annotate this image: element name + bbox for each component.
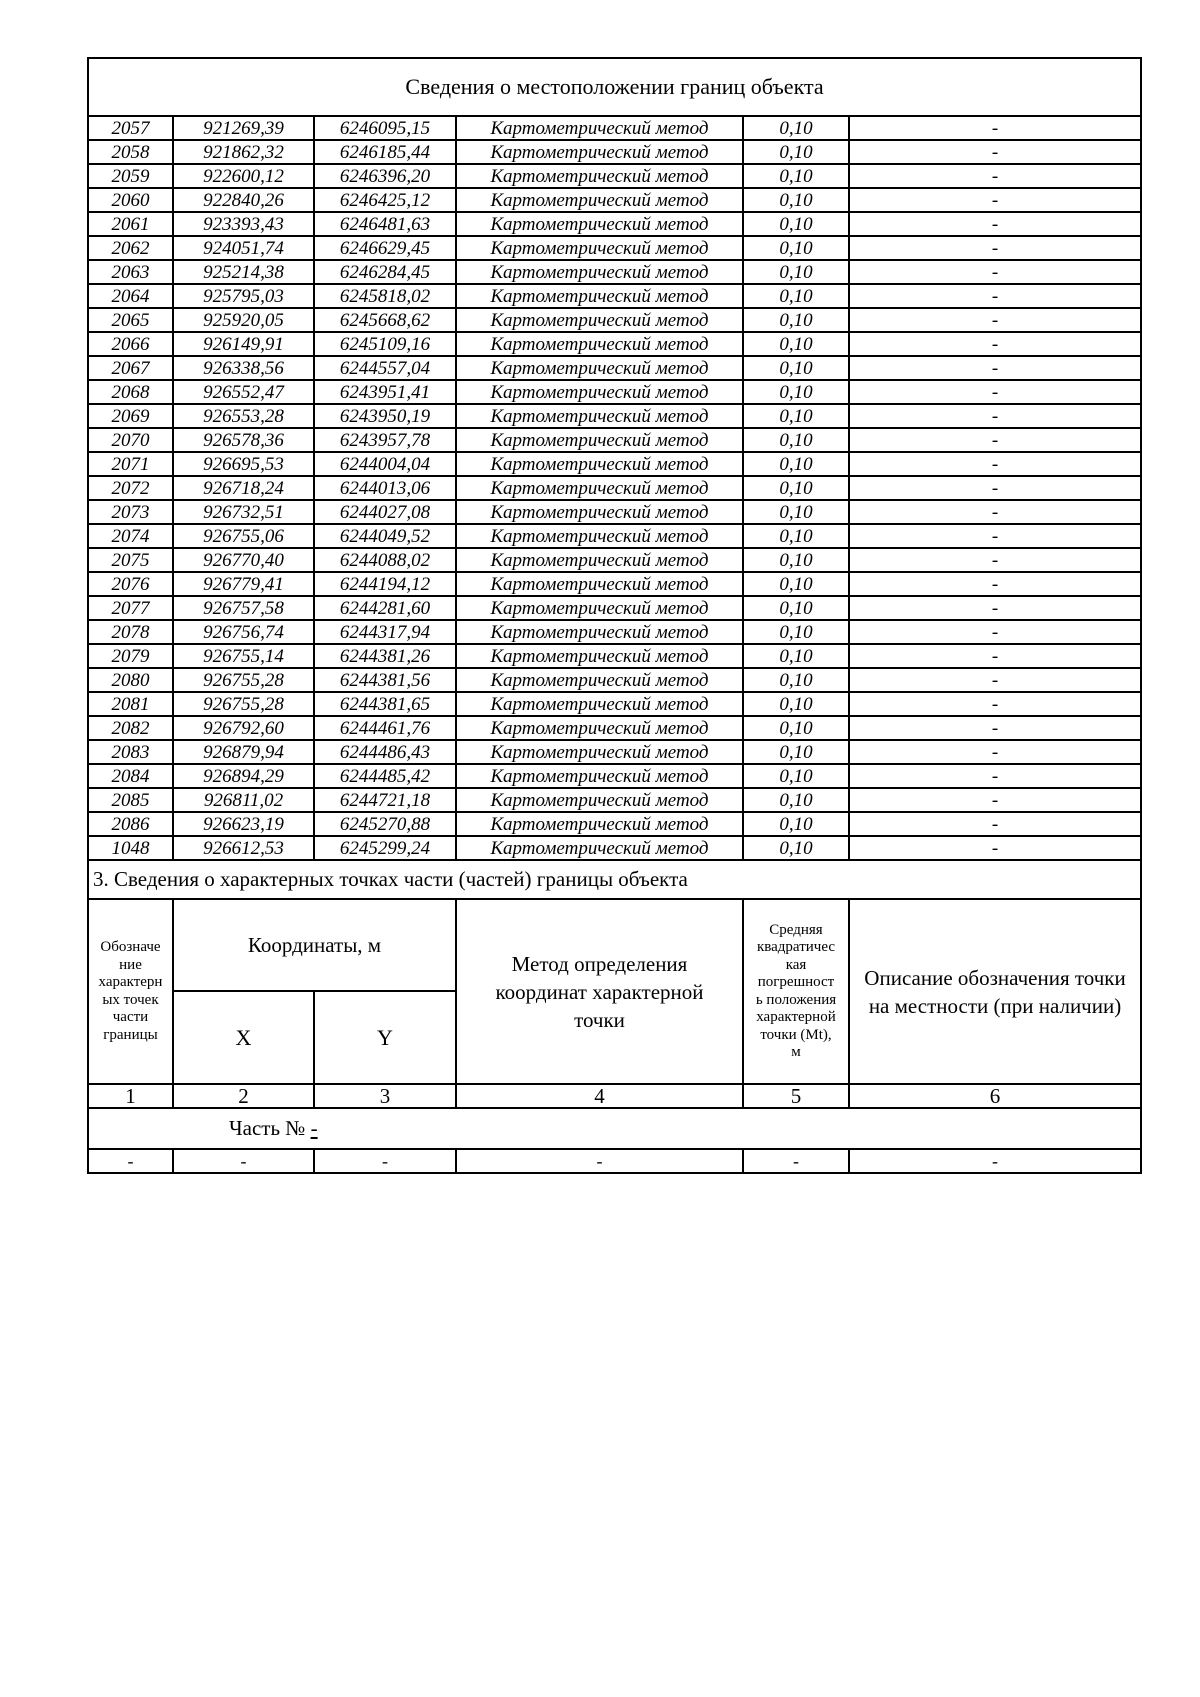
table-row <box>88 692 1141 716</box>
x-coordinate-cell: 926553,28 <box>173 404 314 428</box>
description-cell: - <box>849 260 1141 284</box>
table-row <box>88 548 1141 572</box>
x-coordinate-cell: 926756,74 <box>173 620 314 644</box>
y-coordinate-cell: 6244088,02 <box>314 548 456 572</box>
table-row <box>88 836 1141 860</box>
header-method <box>456 899 743 1084</box>
column-number: 3 <box>314 1084 456 1108</box>
description-cell: - <box>849 212 1141 236</box>
method-cell: Картометрический метод <box>456 452 743 476</box>
x-coordinate-cell: 925795,03 <box>173 284 314 308</box>
header-designation-line: границы <box>103 1026 158 1043</box>
empty-cell: - <box>88 1149 173 1173</box>
header-mt-line: кая <box>785 956 807 973</box>
description-cell: - <box>849 812 1141 836</box>
header-designation-line: характерн <box>98 974 163 990</box>
point-number-cell: 2086 <box>88 812 173 836</box>
description-cell: - <box>849 284 1141 308</box>
table-row <box>88 668 1141 692</box>
x-coordinate-cell: 926552,47 <box>173 380 314 404</box>
mt-cell: 0,10 <box>743 212 849 236</box>
header-description <box>849 899 1141 1084</box>
table-row <box>88 500 1141 524</box>
x-coordinate-cell: 922840,26 <box>173 188 314 212</box>
x-coordinate-cell: 926755,28 <box>173 668 314 692</box>
section3-title-row <box>88 860 1141 899</box>
point-number-cell: 2063 <box>88 260 173 284</box>
description-cell: - <box>849 764 1141 788</box>
y-coordinate-cell: 6244485,42 <box>314 764 456 788</box>
method-cell: Картометрический метод <box>456 212 743 236</box>
method-cell: Картометрический метод <box>456 116 743 140</box>
mt-cell: 0,10 <box>743 284 849 308</box>
point-number-cell: 2068 <box>88 380 173 404</box>
y-coordinate-cell: 6244381,56 <box>314 668 456 692</box>
x-coordinate-cell: 926757,58 <box>173 596 314 620</box>
y-coordinate-cell: 6243951,41 <box>314 380 456 404</box>
point-number-cell: 2079 <box>88 644 173 668</box>
y-coordinate-cell: 6244461,76 <box>314 716 456 740</box>
boundary-table <box>87 57 1142 1174</box>
description-cell: - <box>849 596 1141 620</box>
x-coordinate-cell: 923393,43 <box>173 212 314 236</box>
method-cell: Картометрический метод <box>456 404 743 428</box>
column-number: 1 <box>88 1084 173 1108</box>
point-number-cell: 2084 <box>88 764 173 788</box>
x-coordinate-cell: 926732,51 <box>173 500 314 524</box>
mt-cell: 0,10 <box>743 500 849 524</box>
table-title: Сведения о местоположении границ объекта <box>88 58 1141 116</box>
part-label: Часть № <box>229 1116 306 1140</box>
method-cell: Картометрический метод <box>456 500 743 524</box>
mt-cell: 0,10 <box>743 164 849 188</box>
x-coordinate-cell: 926623,19 <box>173 812 314 836</box>
point-number-cell: 2057 <box>88 116 173 140</box>
method-cell: Картометрический метод <box>456 716 743 740</box>
table-row <box>88 764 1141 788</box>
x-coordinate-cell: 921269,39 <box>173 116 314 140</box>
point-number-cell: 2058 <box>88 140 173 164</box>
point-number-cell: 2067 <box>88 356 173 380</box>
table-row <box>88 260 1141 284</box>
header-method-line: Метод определения <box>511 951 688 976</box>
method-cell: Картометрический метод <box>456 644 743 668</box>
table-row <box>88 788 1141 812</box>
mt-cell: 0,10 <box>743 404 849 428</box>
y-coordinate-cell: 6246396,20 <box>314 164 456 188</box>
header-designation-line: Обозначе <box>100 939 161 955</box>
y-coordinate-cell: 6246629,45 <box>314 236 456 260</box>
description-cell: - <box>849 788 1141 812</box>
point-number-cell: 2077 <box>88 596 173 620</box>
header-mt-line: Средняя <box>769 921 823 938</box>
mt-cell: 0,10 <box>743 692 849 716</box>
section3-title: 3. Сведения о характерных точках части (частей) границы объекта <box>88 860 1141 899</box>
y-coordinate-cell: 6244486,43 <box>314 740 456 764</box>
description-cell: - <box>849 476 1141 500</box>
part-number: - <box>310 1116 318 1140</box>
mt-cell: 0,10 <box>743 524 849 548</box>
part-cell <box>88 1108 1141 1149</box>
mt-cell: 0,10 <box>743 380 849 404</box>
mt-cell: 0,10 <box>743 476 849 500</box>
empty-cell: - <box>173 1149 314 1173</box>
method-cell: Картометрический метод <box>456 164 743 188</box>
x-coordinate-cell: 926879,94 <box>173 740 314 764</box>
point-number-cell: 2059 <box>88 164 173 188</box>
empty-cell: - <box>314 1149 456 1173</box>
x-coordinate-cell: 926718,24 <box>173 476 314 500</box>
method-cell: Картометрический метод <box>456 476 743 500</box>
description-cell: - <box>849 332 1141 356</box>
y-coordinate-cell: 6244381,65 <box>314 692 456 716</box>
x-coordinate-cell: 926755,06 <box>173 524 314 548</box>
x-coordinate-cell: 926149,91 <box>173 332 314 356</box>
x-coordinate-cell: 926695,53 <box>173 452 314 476</box>
column-number: 5 <box>743 1084 849 1108</box>
table-row <box>88 116 1141 140</box>
y-coordinate-cell: 6245270,88 <box>314 812 456 836</box>
description-cell: - <box>849 188 1141 212</box>
header-mt-line: характерной <box>756 1009 836 1025</box>
y-coordinate-cell: 6243950,19 <box>314 404 456 428</box>
y-coordinate-cell: 6243957,78 <box>314 428 456 452</box>
mt-cell: 0,10 <box>743 548 849 572</box>
table-row <box>88 716 1141 740</box>
point-number-cell: 2075 <box>88 548 173 572</box>
point-number-cell: 2064 <box>88 284 173 308</box>
point-number-cell: 2078 <box>88 620 173 644</box>
y-coordinate-cell: 6245818,02 <box>314 284 456 308</box>
point-number-cell: 2072 <box>88 476 173 500</box>
description-cell: - <box>849 380 1141 404</box>
y-coordinate-cell: 6245299,24 <box>314 836 456 860</box>
mt-cell: 0,10 <box>743 140 849 164</box>
point-number-cell: 2061 <box>88 212 173 236</box>
y-coordinate-cell: 6244027,08 <box>314 500 456 524</box>
table-row <box>88 308 1141 332</box>
table-row <box>88 236 1141 260</box>
mt-cell: 0,10 <box>743 260 849 284</box>
mt-cell: 0,10 <box>743 836 849 860</box>
header-mean-error <box>743 899 849 1084</box>
empty-cell: - <box>849 1149 1141 1173</box>
description-cell: - <box>849 452 1141 476</box>
description-cell: - <box>849 356 1141 380</box>
point-number-cell: 2076 <box>88 572 173 596</box>
method-cell: Картометрический метод <box>456 764 743 788</box>
point-number-cell: 2080 <box>88 668 173 692</box>
x-coordinate-cell: 926578,36 <box>173 428 314 452</box>
table-row <box>88 284 1141 308</box>
table-row <box>88 140 1141 164</box>
method-cell: Картометрический метод <box>456 356 743 380</box>
mt-cell: 0,10 <box>743 308 849 332</box>
header-y: Y <box>314 991 456 1084</box>
method-cell: Картометрический метод <box>456 236 743 260</box>
description-cell: - <box>849 692 1141 716</box>
description-cell: - <box>849 308 1141 332</box>
table-row <box>88 164 1141 188</box>
table-row <box>88 380 1141 404</box>
mt-cell: 0,10 <box>743 644 849 668</box>
mt-cell: 0,10 <box>743 188 849 212</box>
mt-cell: 0,10 <box>743 332 849 356</box>
table-row <box>88 212 1141 236</box>
header-row-1 <box>88 899 1141 991</box>
point-number-cell: 2065 <box>88 308 173 332</box>
y-coordinate-cell: 6246425,12 <box>314 188 456 212</box>
header-description-line: Описание обозначения точки <box>864 965 1126 990</box>
column-number: 6 <box>849 1084 1141 1108</box>
column-number-row <box>88 1084 1141 1108</box>
y-coordinate-cell: 6246095,15 <box>314 116 456 140</box>
table-row <box>88 356 1141 380</box>
table-row <box>88 476 1141 500</box>
y-coordinate-cell: 6245668,62 <box>314 308 456 332</box>
method-cell: Картометрический метод <box>456 740 743 764</box>
part-row <box>88 1108 1141 1149</box>
description-cell: - <box>849 716 1141 740</box>
mt-cell: 0,10 <box>743 668 849 692</box>
header-designation <box>88 899 173 1084</box>
point-number-cell: 2069 <box>88 404 173 428</box>
point-number-cell: 2085 <box>88 788 173 812</box>
point-number-cell: 2073 <box>88 500 173 524</box>
mt-cell: 0,10 <box>743 236 849 260</box>
method-cell: Картометрический метод <box>456 572 743 596</box>
header-mt-line: м <box>791 1044 801 1060</box>
point-number-cell: 2060 <box>88 188 173 212</box>
description-cell: - <box>849 572 1141 596</box>
method-cell: Картометрический метод <box>456 332 743 356</box>
method-cell: Картометрический метод <box>456 308 743 332</box>
header-method-line: координат характерной <box>495 979 704 1004</box>
table-row <box>88 596 1141 620</box>
table-row <box>88 428 1141 452</box>
x-coordinate-cell: 926811,02 <box>173 788 314 812</box>
header-designation-line: ние <box>119 956 142 973</box>
description-cell: - <box>849 428 1141 452</box>
empty-cell: - <box>456 1149 743 1173</box>
description-cell: - <box>849 524 1141 548</box>
header-designation-line: части <box>112 1009 149 1025</box>
title-row <box>88 58 1141 116</box>
y-coordinate-cell: 6246284,45 <box>314 260 456 284</box>
mt-cell: 0,10 <box>743 428 849 452</box>
y-coordinate-cell: 6244004,04 <box>314 452 456 476</box>
y-coordinate-cell: 6244381,26 <box>314 644 456 668</box>
table-row <box>88 452 1141 476</box>
y-coordinate-cell: 6246481,63 <box>314 212 456 236</box>
header-coordinates: Координаты, м <box>173 899 456 991</box>
header-mt-line: ь положения <box>755 991 837 1008</box>
mt-cell: 0,10 <box>743 740 849 764</box>
table-row <box>88 812 1141 836</box>
description-cell: - <box>849 836 1141 860</box>
table-row <box>88 332 1141 356</box>
header-method-line: точки <box>574 1007 625 1032</box>
y-coordinate-cell: 6244317,94 <box>314 620 456 644</box>
description-cell: - <box>849 164 1141 188</box>
document-page <box>87 57 1140 1174</box>
x-coordinate-cell: 926792,60 <box>173 716 314 740</box>
point-number-cell: 2066 <box>88 332 173 356</box>
point-number-cell: 2082 <box>88 716 173 740</box>
table-row <box>88 188 1141 212</box>
point-number-cell: 2071 <box>88 452 173 476</box>
x-coordinate-cell: 926612,53 <box>173 836 314 860</box>
point-number-cell: 2074 <box>88 524 173 548</box>
description-cell: - <box>849 620 1141 644</box>
table-row <box>88 644 1141 668</box>
x-coordinate-cell: 921862,32 <box>173 140 314 164</box>
mt-cell: 0,10 <box>743 716 849 740</box>
method-cell: Картометрический метод <box>456 548 743 572</box>
y-coordinate-cell: 6244721,18 <box>314 788 456 812</box>
description-cell: - <box>849 116 1141 140</box>
y-coordinate-cell: 6244194,12 <box>314 572 456 596</box>
y-coordinate-cell: 6245109,16 <box>314 332 456 356</box>
table-row <box>88 524 1141 548</box>
y-coordinate-cell: 6244281,60 <box>314 596 456 620</box>
method-cell: Картометрический метод <box>456 836 743 860</box>
mt-cell: 0,10 <box>743 596 849 620</box>
header-mt-line: квадратичес <box>756 939 836 955</box>
table-row <box>88 572 1141 596</box>
x-coordinate-cell: 926338,56 <box>173 356 314 380</box>
description-cell: - <box>849 644 1141 668</box>
point-number-cell: 2083 <box>88 740 173 764</box>
x-coordinate-cell: 924051,74 <box>173 236 314 260</box>
method-cell: Картометрический метод <box>456 668 743 692</box>
description-cell: - <box>849 236 1141 260</box>
y-coordinate-cell: 6244049,52 <box>314 524 456 548</box>
x-coordinate-cell: 922600,12 <box>173 164 314 188</box>
method-cell: Картометрический метод <box>456 260 743 284</box>
description-cell: - <box>849 140 1141 164</box>
point-number-cell: 2070 <box>88 428 173 452</box>
mt-cell: 0,10 <box>743 356 849 380</box>
x-coordinate-cell: 926755,14 <box>173 644 314 668</box>
description-cell: - <box>849 548 1141 572</box>
point-number-cell: 2081 <box>88 692 173 716</box>
y-coordinate-cell: 6246185,44 <box>314 140 456 164</box>
point-number-cell: 2062 <box>88 236 173 260</box>
table-row <box>88 404 1141 428</box>
method-cell: Картометрический метод <box>456 812 743 836</box>
point-number-cell: 1048 <box>88 836 173 860</box>
table-row <box>88 740 1141 764</box>
method-cell: Картометрический метод <box>456 428 743 452</box>
table-row <box>88 620 1141 644</box>
x-coordinate-cell: 926755,28 <box>173 692 314 716</box>
column-number: 4 <box>456 1084 743 1108</box>
column-number: 2 <box>173 1084 314 1108</box>
mt-cell: 0,10 <box>743 764 849 788</box>
mt-cell: 0,10 <box>743 620 849 644</box>
mt-cell: 0,10 <box>743 812 849 836</box>
x-coordinate-cell: 925214,38 <box>173 260 314 284</box>
description-cell: - <box>849 404 1141 428</box>
description-cell: - <box>849 500 1141 524</box>
y-coordinate-cell: 6244557,04 <box>314 356 456 380</box>
mt-cell: 0,10 <box>743 572 849 596</box>
header-mt-line: погрешност <box>757 974 835 990</box>
x-coordinate-cell: 926779,41 <box>173 572 314 596</box>
method-cell: Картометрический метод <box>456 284 743 308</box>
method-cell: Картометрический метод <box>456 140 743 164</box>
method-cell: Картометрический метод <box>456 188 743 212</box>
x-coordinate-cell: 925920,05 <box>173 308 314 332</box>
mt-cell: 0,10 <box>743 116 849 140</box>
header-designation-line: ых точек <box>102 991 159 1008</box>
header-x: X <box>173 991 314 1084</box>
method-cell: Картометрический метод <box>456 596 743 620</box>
empty-part-row <box>88 1149 1141 1173</box>
mt-cell: 0,10 <box>743 788 849 812</box>
method-cell: Картометрический метод <box>456 380 743 404</box>
description-cell: - <box>849 668 1141 692</box>
method-cell: Картометрический метод <box>456 620 743 644</box>
header-description-line: на местности (при наличии) <box>868 993 1122 1018</box>
x-coordinate-cell: 926770,40 <box>173 548 314 572</box>
header-mt-line: точки (Mt), <box>760 1026 832 1043</box>
method-cell: Картометрический метод <box>456 524 743 548</box>
x-coordinate-cell: 926894,29 <box>173 764 314 788</box>
description-cell: - <box>849 740 1141 764</box>
method-cell: Картометрический метод <box>456 692 743 716</box>
empty-cell: - <box>743 1149 849 1173</box>
y-coordinate-cell: 6244013,06 <box>314 476 456 500</box>
method-cell: Картометрический метод <box>456 788 743 812</box>
mt-cell: 0,10 <box>743 452 849 476</box>
